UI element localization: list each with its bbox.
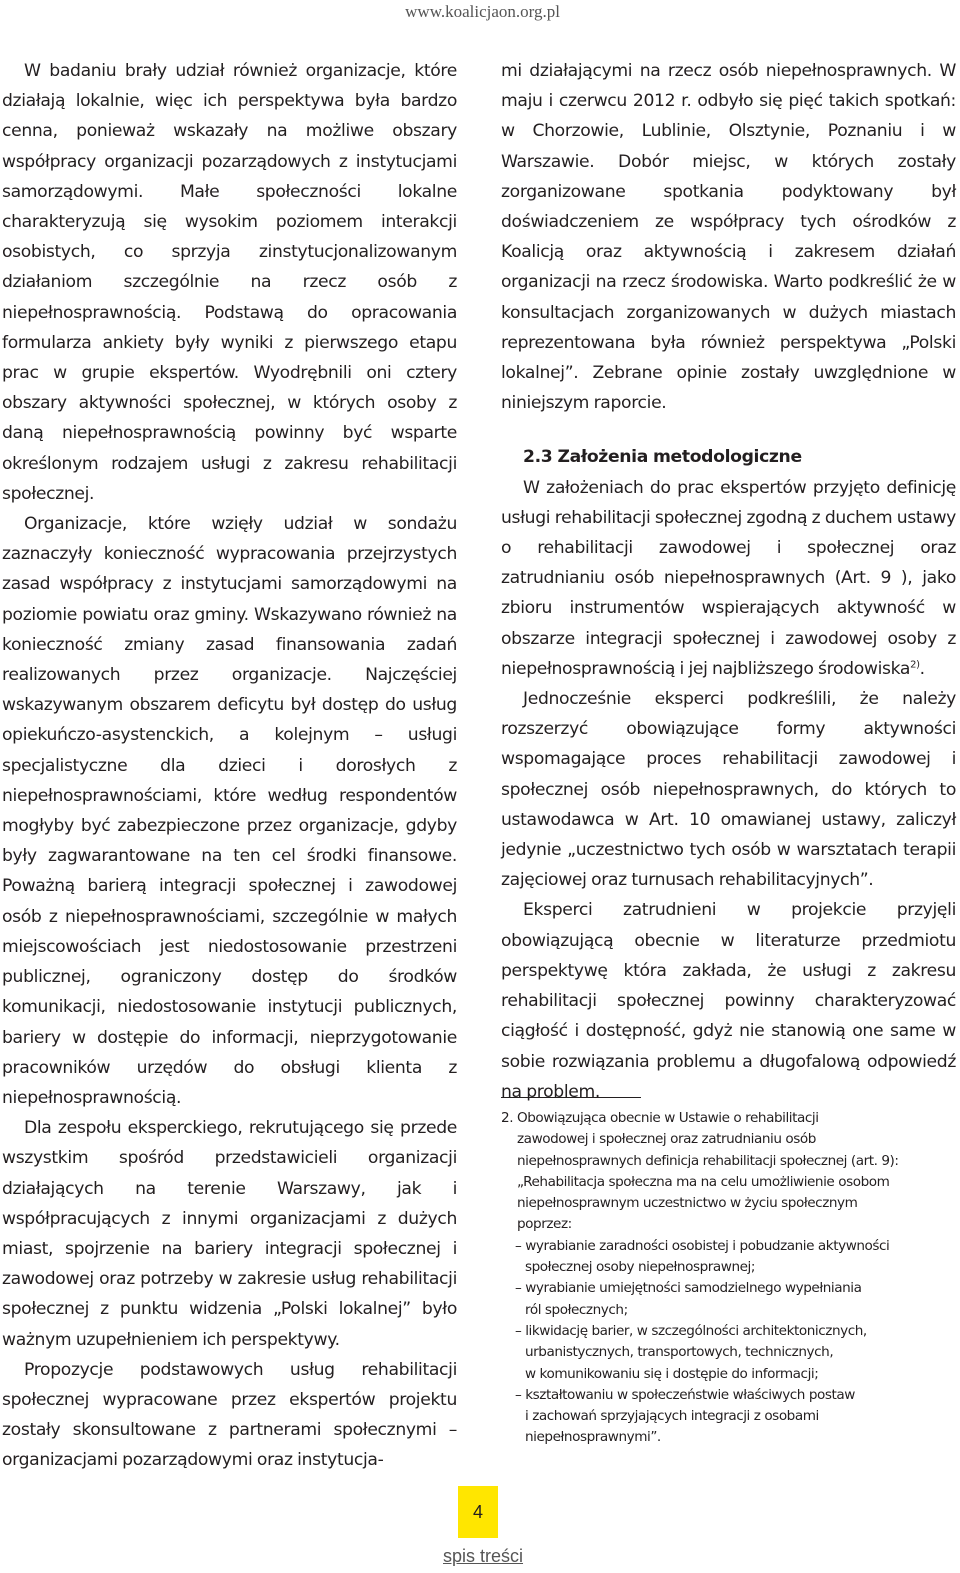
- paragraph: Dla zespołu eksperckiego, rekrutującego się przede wszystkim spośród przedstawicieli organizacji działających na terenie Warszawy, jak i współpracujących z innymi organizacjami z dużych miast, spojrzenie na bariery integracji społecznej i zawodowej oraz potrzeby w zakresie usług rehabilitacji społecznej z punktu widzenia „Polski lokalnej” było ważnym uzupełnieniem ich perspektywy.: [2, 1118, 457, 1350]
- paragraph: Eksperci zatrudnieni w projekcie przyjęli obowiązującą obecnie w literaturze przedmiotu perspektywę która zakłada, że usługi z zakresu rehabilitacji społecznej powinny charakteryzować ciągłość i dostępność, gdyż nie stanowią one same w sobie rozwiązania problemu a długofalową odpowiedź na problem.: [501, 900, 956, 1102]
- paragraph: [501, 473, 956, 684]
- footnote-line: w komunikowaniu się i dostępie do informacji;: [525, 1365, 819, 1382]
- table-of-contents-link[interactable]: spis treści: [443, 1546, 524, 1566]
- paragraph-text: W założeniach do prac ekspertów przyjęto definicję usługi rehabilitacji społecznej zgodną z duchem ustawy o rehabilitacji zawodowej i społecznej oraz zatrudnianiu osób niepełnosprawnych (Art. 9 ), jako zbioru instrumentów wspierających aktywność w obszarze integracji społecznej i zawodowej osoby z niepełnosprawnością i jej najbliższego środowiska: [501, 477, 956, 679]
- paragraph: Propozycje podstawowych usług rehabilitacji społecznej wypracowane przez ekspertów projektu zostały skonsultowane z partnerami społecznymi – organizacjami pozarządowymi oraz instytucja-: [2, 1359, 457, 1471]
- footnote: [501, 1108, 960, 1449]
- right-column: [501, 56, 956, 1107]
- footnote-line: urbanistycznych, transportowych, technicznych,: [525, 1344, 834, 1361]
- footnote-line: i zachowań sprzyjających integracji z osobami: [525, 1408, 819, 1425]
- paragraph: W badaniu brały udział również organizacje, które działają lokalnie, więc ich perspektywa była bardzo cenna, ponieważ wskazały na możliwe obszary współpracy organizacji pozarządowych z instytucjami samorządowymi. Małe społeczności lokalne charakteryzują się wysokim poziomem interakcji osobistych, co sprzyja zinstytucjonalizowanym działaniom szczególnie na rzecz osób z niepełnosprawnością. Podstawą do opracowania formularza ankiety były wyniki z pierwszego etapu prac w grupie ekspertów. Wyodrębnili oni cztery obszary aktywności społecznej, w których osoby z daną niepełnosprawnością powinny być wsparte określonym rodzajem usługi z zakresu rehabilitacji społecznej.: [2, 61, 457, 504]
- section-number: 2.3: [523, 447, 553, 468]
- footnote-line: – likwidację barier, w szczególności architektonicznych,: [515, 1322, 867, 1339]
- section-heading: [523, 442, 956, 472]
- paragraph: Jednocześnie eksperci podkreślili, że należy rozszerzyć obowiązujące formy aktywności wspomagające proces rehabilitacji zawodowej i społecznej osób niepełnosprawnych, do których to ustawodawca w Art. 10 omawianej ustawy, zaliczył jedynie „uczestnictwo tych osób w warsztatach terapii zajęciowej oraz turnusach rehabilitacyjnych”.: [501, 689, 956, 891]
- paragraph: Organizacje, które wzięły udział w sondażu zaznaczyły konieczność wypracowania przejrzystych zasad współpracy z instytucjami samorządowymi na poziomie powiatu oraz gminy. Wskazywano również na konieczność zmiany zasad finansowania zadań realizowanych przez organizacje. Najczęściej wskazywanym obszarem deficytu był dostęp do usług opiekuńczo-asystenckich, a kolejnym – usługi specjalistyczne dla dzieci i dorosłych z niepełnosprawnościami, które według respondentów mogłyby być zabezpieczone przez organizacje, gdyby były zagwarantowane na ten cel środki finansowe. Poważną barierą integracji społecznej i zawodowej osób z niepełnosprawnościami, szczególnie w małych miejscowościach jest niedostosowanie przestrzeni publicznej, ograniczony dostęp do środków komunikacji, niedostosowanie instytucji publicznych, bariery w dostępie do informacji, nieprzygotowanie pracowników urzędów do obsługi klienta z niepełnosprawnością.: [2, 514, 457, 1108]
- footnote-line: niepełnosprawnym uczestnictwo w życiu społecznym: [517, 1195, 858, 1212]
- footnote-line: poprzez:: [517, 1216, 572, 1233]
- left-column: [2, 56, 457, 1476]
- footnote-line: zawodowej i społecznej oraz zatrudnianiu osób: [517, 1131, 816, 1148]
- footnote-line: społecznej osoby niepełnosprawnej;: [525, 1259, 755, 1276]
- page-number: 4: [472, 1501, 483, 1522]
- footnote-line: – wyrabianie umiejętności samodzielnego wypełniania: [515, 1280, 862, 1297]
- footnote-line: 2. Obowiązująca obecnie w Ustawie o rehabilitacji: [501, 1110, 819, 1126]
- footnote-line: niepełnosprawnych definicja rehabilitacji społecznej (art. 9):: [517, 1152, 899, 1169]
- footnote-line: – kształtowaniu w społeczeństwie właściwych postaw: [515, 1386, 855, 1403]
- section-title: Założenia metodologiczne: [557, 447, 802, 468]
- paragraph-continued: mi działającymi na rzecz osób niepełnosprawnych. W maju i czerwcu 2012 r. odbyło się pięć takich spotkań: w Chorzowie, Lublinie, Olsztynie, Poznaniu i w Warszawie. Dobór miejsc, w których zostały zorganizowane spotkania podyktowany był doświadczeniem ze współpracy tych ośrodków z Koalicją oraz aktywnością i zakresem działań organizacji na rzecz środowiska. Warto podkreślić że w konsultacjach zorganizowanych w dużych miastach reprezentowana była również perspektywa „Polski lokalnej”. Zebrane opinie zostały uwzględnione w niniejszym raporcie.: [501, 61, 956, 414]
- footnote-ref: 2): [910, 659, 920, 671]
- footnote-line: ról społecznych;: [525, 1301, 628, 1318]
- footnote-line: niepełnosprawnymi”.: [525, 1429, 661, 1446]
- site-url-link[interactable]: www.koalicjaon.org.pl: [405, 2, 560, 21]
- footnote-line: – wyrabianie zaradności osobistej i pobudzanie aktywności: [515, 1237, 890, 1254]
- page-number-badge: [458, 1486, 498, 1538]
- footnote-line: „Rehabilitacja społeczna ma na celu umożliwienie osobom: [517, 1173, 890, 1190]
- footnote-divider: [501, 1097, 641, 1098]
- paragraph-end: .: [919, 658, 925, 679]
